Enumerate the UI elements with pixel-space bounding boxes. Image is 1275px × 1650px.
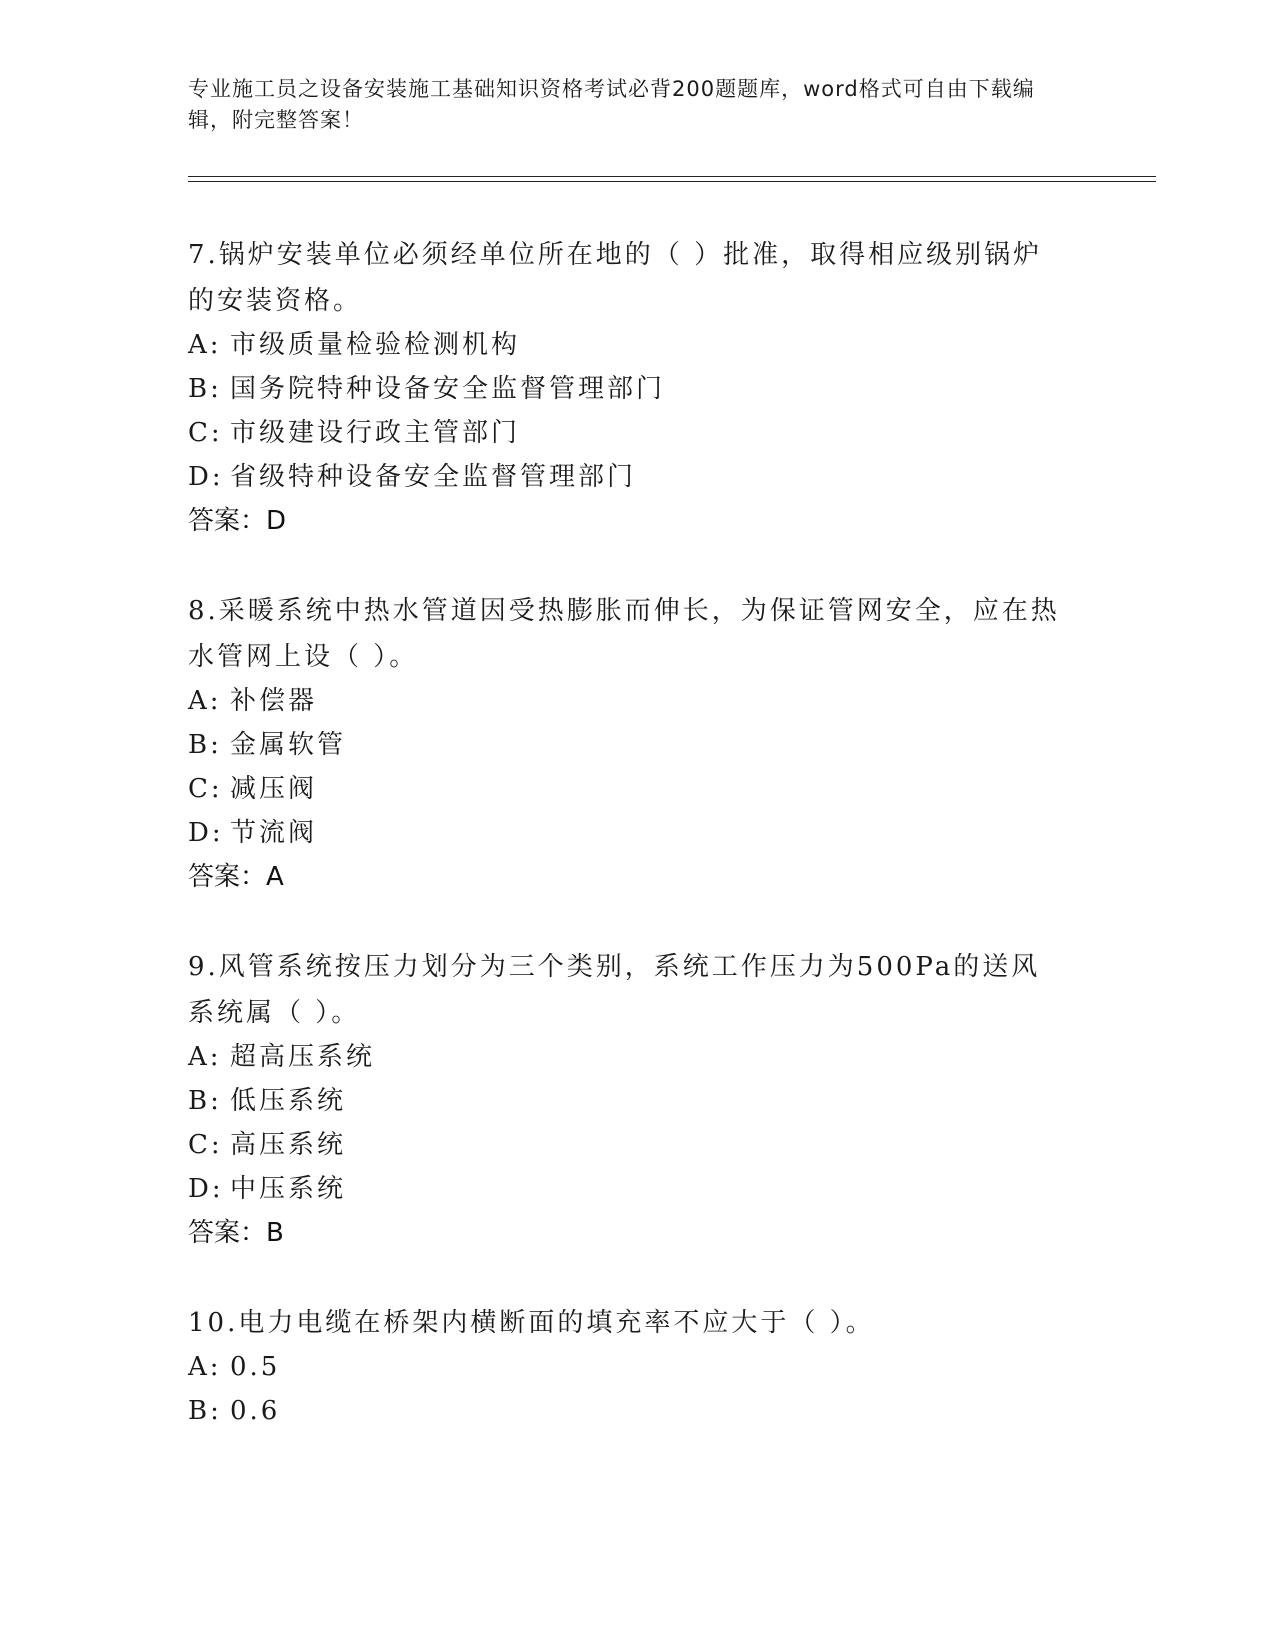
- question-8-answer: 答案：A: [188, 862, 284, 892]
- question-7-answer: 答案：D: [188, 506, 287, 536]
- question-8-option-a: [188, 686, 317, 716]
- option-text: 0.6: [230, 1396, 281, 1426]
- header-divider-bottom: [188, 181, 1156, 182]
- question-9-option-b: [188, 1086, 346, 1116]
- option-text: 国务院特种设备安全监督管理部门: [230, 374, 666, 404]
- option-text: 超高压系统: [230, 1042, 376, 1072]
- option-text: 补偿器: [230, 686, 318, 716]
- option-text: 金属软管: [230, 730, 347, 760]
- question-7-option-d: [188, 462, 636, 492]
- option-text: 减压阀: [230, 774, 318, 804]
- option-text: 市级建设行政主管部门: [230, 418, 521, 448]
- header-divider-top: [188, 176, 1156, 177]
- option-text: 市级质量检验检测机构: [230, 330, 521, 360]
- option-text: 低压系统: [230, 1086, 347, 1116]
- option-key: A:: [188, 1352, 222, 1382]
- question-8-option-c: [188, 774, 317, 804]
- option-key: B:: [188, 730, 222, 760]
- option-text: 省级特种设备安全监督管理部门: [230, 462, 637, 492]
- option-key: B:: [188, 1396, 222, 1426]
- option-key: D:: [188, 1174, 224, 1204]
- option-text: 0.5: [230, 1352, 281, 1382]
- option-key: A:: [188, 686, 222, 716]
- option-key: A:: [188, 330, 222, 360]
- question-9-answer: 答案：B: [188, 1218, 284, 1248]
- question-7-option-c: [188, 418, 520, 448]
- option-text: 中压系统: [230, 1174, 347, 1204]
- option-key: D:: [188, 462, 224, 492]
- question-10-option-b: [188, 1396, 280, 1426]
- question-8-option-b: [188, 730, 346, 760]
- question-9-option-d: [188, 1174, 346, 1204]
- question-7-option-a: [188, 330, 520, 360]
- option-key: A:: [188, 1042, 222, 1072]
- option-key: C:: [188, 774, 223, 804]
- option-text: 节流阀: [230, 818, 318, 848]
- question-9-option-a: [188, 1042, 375, 1072]
- question-10-option-a: [188, 1352, 280, 1382]
- question-10-stem: 10.电力电缆在桥架内横断面的填充率不应大于（ ）。: [188, 1308, 875, 1338]
- document-header: 专业施工员之设备安装施工基础知识资格考试必背200题题库，word格式可自由下载编辑，附完整答案！: [188, 77, 1035, 132]
- option-key: B:: [188, 374, 222, 404]
- option-key: C:: [188, 1130, 223, 1160]
- question-8-option-d: [188, 818, 317, 848]
- question-8-stem: 8.采暖系统中热水管道因受热膨胀而伸长，为保证管网安全，应在热水管网上设（ ）。: [188, 596, 1060, 672]
- question-9-stem: 9.风管系统按压力划分为三个类别，系统工作压力为500Pa的送风系统属（ ）。: [188, 952, 1041, 1028]
- question-9-option-c: [188, 1130, 346, 1160]
- question-7-option-b: [188, 374, 665, 404]
- option-key: C:: [188, 418, 223, 448]
- option-key: B:: [188, 1086, 222, 1116]
- question-7-stem: 7.锅炉安装单位必须经单位所在地的（ ）批准，取得相应级别锅炉的安装资格。: [188, 240, 1043, 316]
- option-key: D:: [188, 818, 224, 848]
- option-text: 高压系统: [230, 1130, 347, 1160]
